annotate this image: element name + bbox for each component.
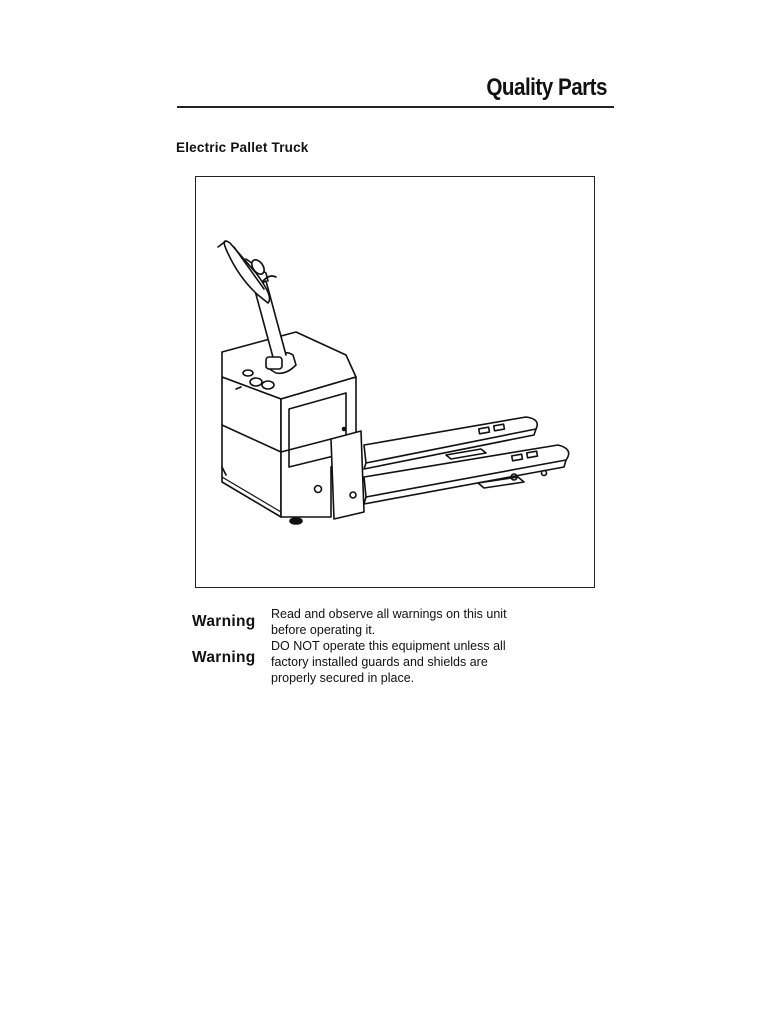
warning-line: DO NOT operate this equipment unless all	[271, 639, 506, 653]
warning-text-2	[271, 638, 541, 686]
warning-line: before operating it.	[271, 623, 376, 637]
warning-label-2: Warning	[192, 649, 256, 666]
figure-frame	[195, 176, 595, 588]
warning-line: Read and observe all warnings on this unit	[271, 607, 507, 621]
warning-line: factory installed guards and shields are	[271, 655, 488, 669]
header-rule	[177, 106, 614, 108]
warning-text-1	[271, 606, 541, 638]
section-title: Electric Pallet Truck	[176, 140, 309, 155]
page-header-title: Quality Parts	[486, 74, 607, 101]
warning-line: properly secured in place.	[271, 671, 415, 685]
warning-label-1: Warning	[192, 613, 256, 630]
pallet-truck-illustration	[196, 177, 596, 589]
